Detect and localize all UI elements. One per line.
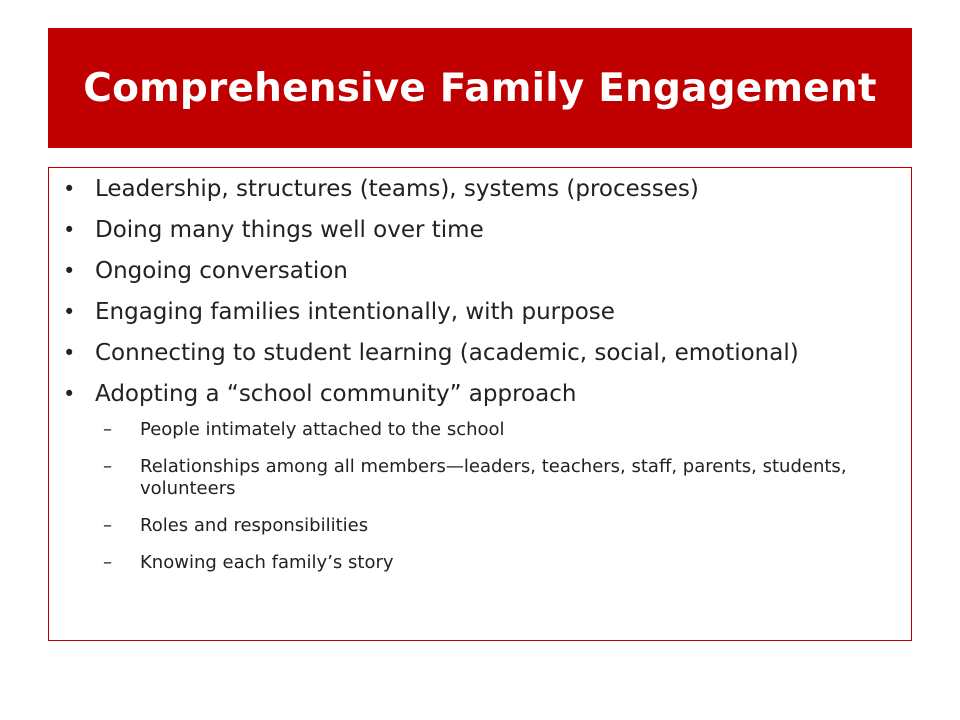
bullet-text: Ongoing conversation <box>95 258 348 284</box>
bullet-list <box>63 176 903 589</box>
bullet-item <box>63 381 903 407</box>
sub-bullet-item <box>63 515 903 537</box>
bullet-item <box>63 299 903 325</box>
bullet-text: Doing many things well over time <box>95 217 484 243</box>
bullet-text: Engaging families intentionally, with purpose <box>95 299 615 325</box>
bullet-icon: • <box>63 177 76 201</box>
bullet-text: Connecting to student learning (academic, social, emotional) <box>95 340 799 366</box>
title-banner <box>48 28 912 148</box>
bullet-item <box>63 217 903 243</box>
dash-icon: – <box>103 456 112 477</box>
bullet-icon: • <box>63 300 76 324</box>
bullet-text: Adopting a “school community” approach <box>95 381 577 407</box>
sub-bullet-text: People intimately attached to the school <box>140 419 505 440</box>
bullet-item <box>63 340 903 366</box>
dash-icon: – <box>103 552 112 573</box>
bullet-item <box>63 176 903 202</box>
bullet-icon: • <box>63 218 76 242</box>
sub-bullet-text: Roles and responsibilities <box>140 515 369 536</box>
bullet-item <box>63 258 903 284</box>
sub-bullet-text: Knowing each family’s story <box>140 552 394 573</box>
slide-title: Comprehensive Family Engagement <box>83 65 877 111</box>
content-box <box>48 167 912 641</box>
sub-bullet-item <box>63 552 903 574</box>
bullet-icon: • <box>63 382 76 406</box>
bullet-icon: • <box>63 341 76 365</box>
sub-bullet-text: Relationships among all members—leaders, teachers, staff, parents, students, volunteers <box>140 456 847 499</box>
dash-icon: – <box>103 515 112 536</box>
bullet-icon: • <box>63 259 76 283</box>
sub-bullet-item <box>63 456 903 500</box>
sub-bullet-item <box>63 419 903 441</box>
bullet-text: Leadership, structures (teams), systems (processes) <box>95 176 699 202</box>
dash-icon: – <box>103 419 112 440</box>
